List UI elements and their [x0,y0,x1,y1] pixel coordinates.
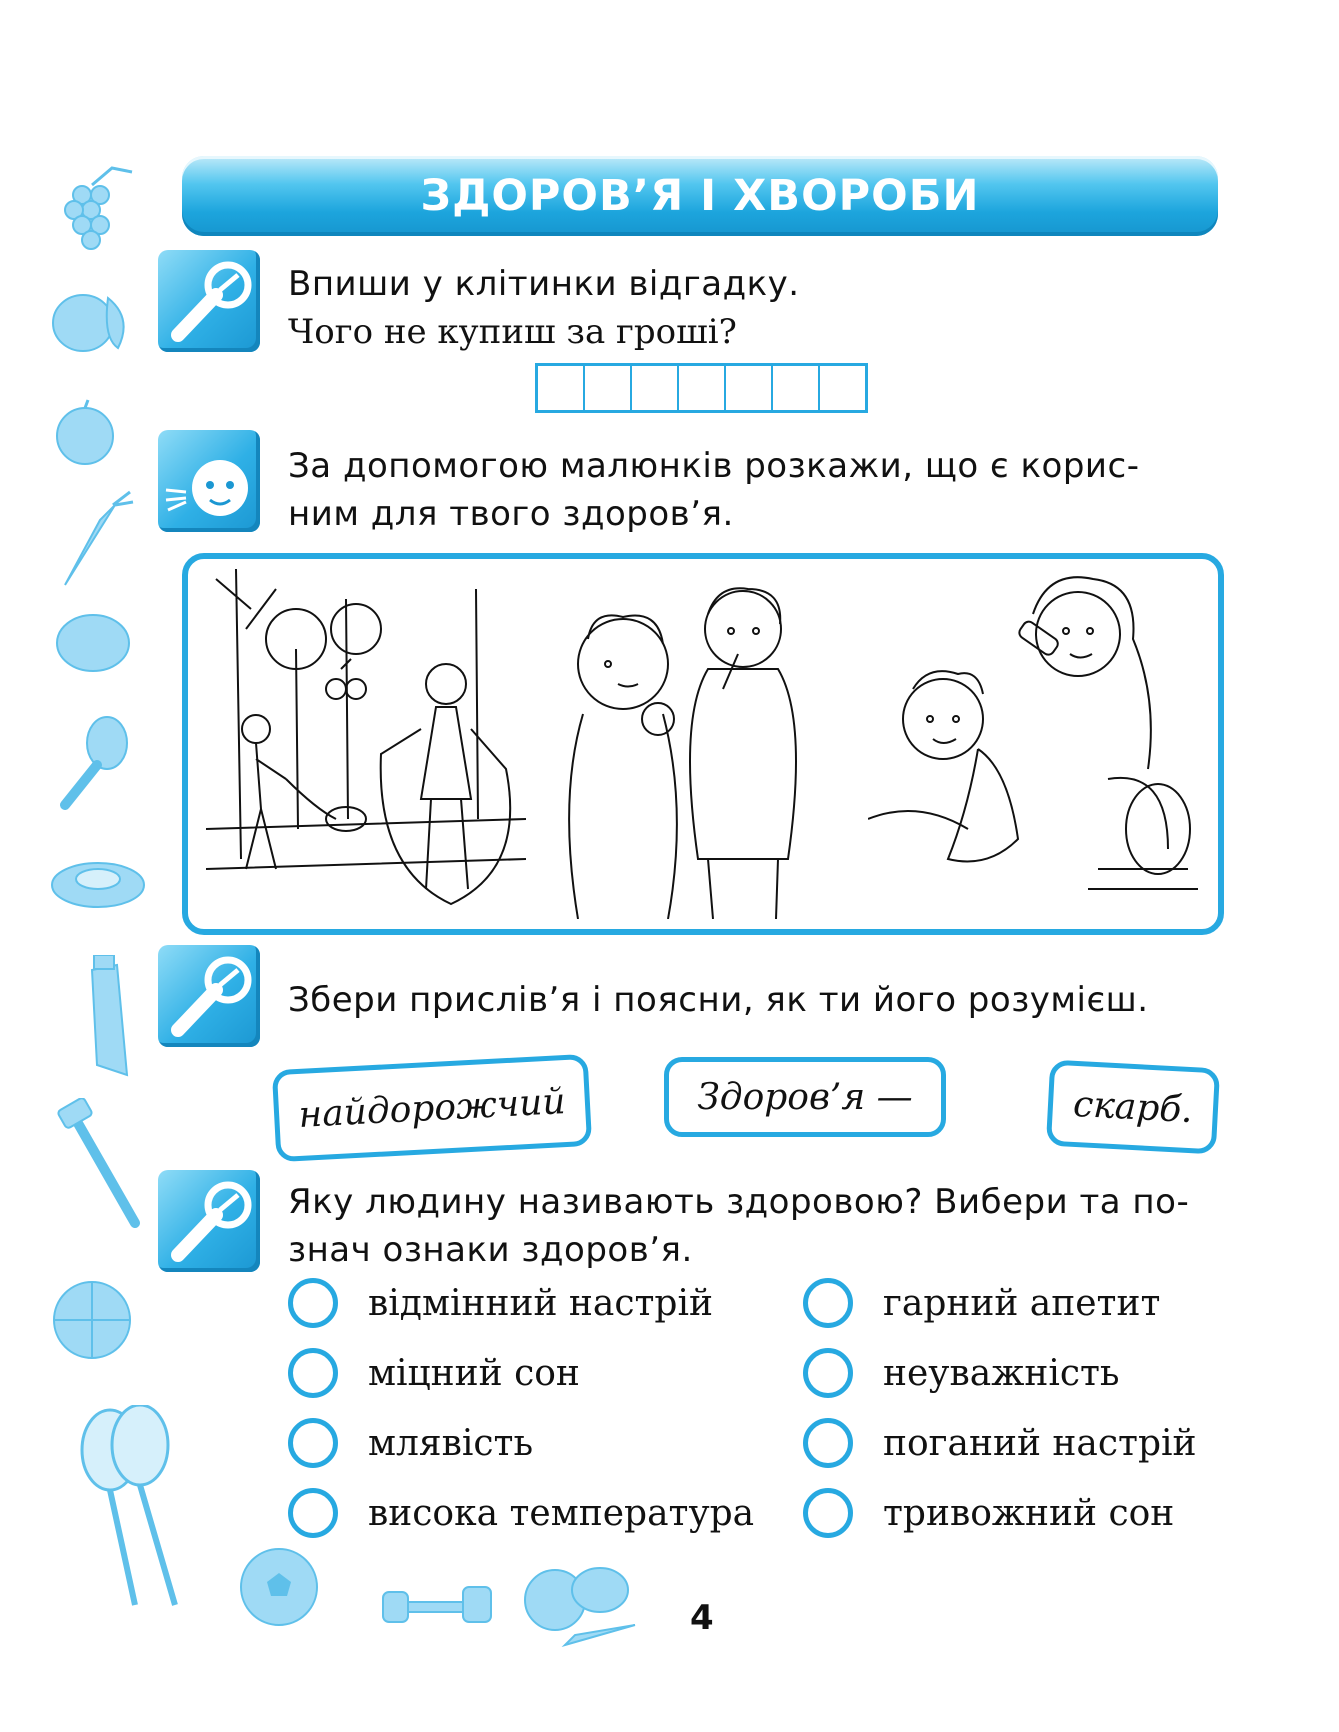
option-left-3[interactable] [288,1418,533,1468]
option-checkbox[interactable] [803,1488,853,1538]
option-left-1[interactable] [288,1278,713,1328]
option-checkbox[interactable] [803,1348,853,1398]
answer-cell[interactable] [820,366,865,410]
pencil-icon [158,945,260,1047]
option-checkbox[interactable] [288,1418,338,1468]
option-label: млявість [368,1422,534,1464]
option-label: міцний сон [368,1352,580,1394]
toothbrush-icon [55,1098,145,1228]
option-label: гарний апетит [883,1282,1161,1324]
football-icon [237,1545,322,1630]
fruits-vegetables-icon [515,1555,645,1655]
carrot-icon [55,490,135,590]
option-right-1[interactable] [803,1278,1160,1328]
apple-icon [50,398,120,468]
task2-instruction-line1: За допомогою малюнків розкажи, що є корис- [288,446,1140,486]
dumbbells-icon [378,1582,498,1637]
pencil-icon [158,250,260,352]
option-label: неуважність [883,1352,1120,1394]
lemon-icon [48,605,138,675]
page-number: 4 [690,1598,714,1638]
option-checkbox[interactable] [803,1278,853,1328]
task1-instruction: Впиши у клітинки відгадку. [288,264,800,304]
answer-cell[interactable] [538,366,585,410]
option-label: відмінний настрій [368,1282,713,1324]
answer-cell[interactable] [585,366,632,410]
task3-instruction: Збери прислів’я і поясни, як ти його розумієш. [288,980,1149,1020]
toothpaste-icon [72,955,142,1080]
pear-icon [48,278,138,358]
park-exercise-illustration [206,569,526,919]
task4-instruction-line1: Яку людину називають здоровою? Вибери та по- [288,1182,1190,1222]
basketball-icon [50,1278,135,1363]
proverb-card-2[interactable]: Здоров’я — [664,1057,946,1137]
option-checkbox[interactable] [288,1278,338,1328]
proverb-card-1[interactable]: найдорожчий [272,1054,592,1162]
option-checkbox[interactable] [803,1418,853,1468]
option-left-2[interactable] [288,1348,580,1398]
soap-icon [48,853,148,913]
task1-riddle: Чого не купиш за гроші? [288,312,737,352]
grapes-icon [52,160,142,255]
proverb-card-3[interactable]: скарб. [1046,1060,1220,1155]
option-label: висока температура [368,1492,755,1534]
tennis-rackets-icon [75,1405,185,1615]
illustration-frame [182,553,1224,935]
page-title: ЗДОРОВ’Я І ХВОРОБИ [420,171,980,221]
answer-cells [535,363,868,413]
title-banner [182,156,1218,236]
personal-hygiene-illustration [868,569,1198,919]
task4-instruction-line2: знач ознаки здоров’я. [288,1230,693,1270]
answer-cell[interactable] [632,366,679,410]
option-right-4[interactable] [803,1488,1174,1538]
option-right-3[interactable] [803,1418,1197,1468]
answer-cell[interactable] [726,366,773,410]
healthy-eating-illustration [548,569,848,919]
hairbrush-icon [55,715,135,810]
option-label: тривожний сон [883,1492,1175,1534]
talking-face-icon [158,430,260,532]
answer-cell[interactable] [773,366,820,410]
answer-cell[interactable] [679,366,726,410]
option-checkbox[interactable] [288,1488,338,1538]
option-right-2[interactable] [803,1348,1120,1398]
option-label: поганий настрій [883,1422,1197,1464]
option-left-4[interactable] [288,1488,754,1538]
task2-instruction-line2: ним для твого здоров’я. [288,494,734,534]
pencil-icon [158,1170,260,1272]
option-checkbox[interactable] [288,1348,338,1398]
